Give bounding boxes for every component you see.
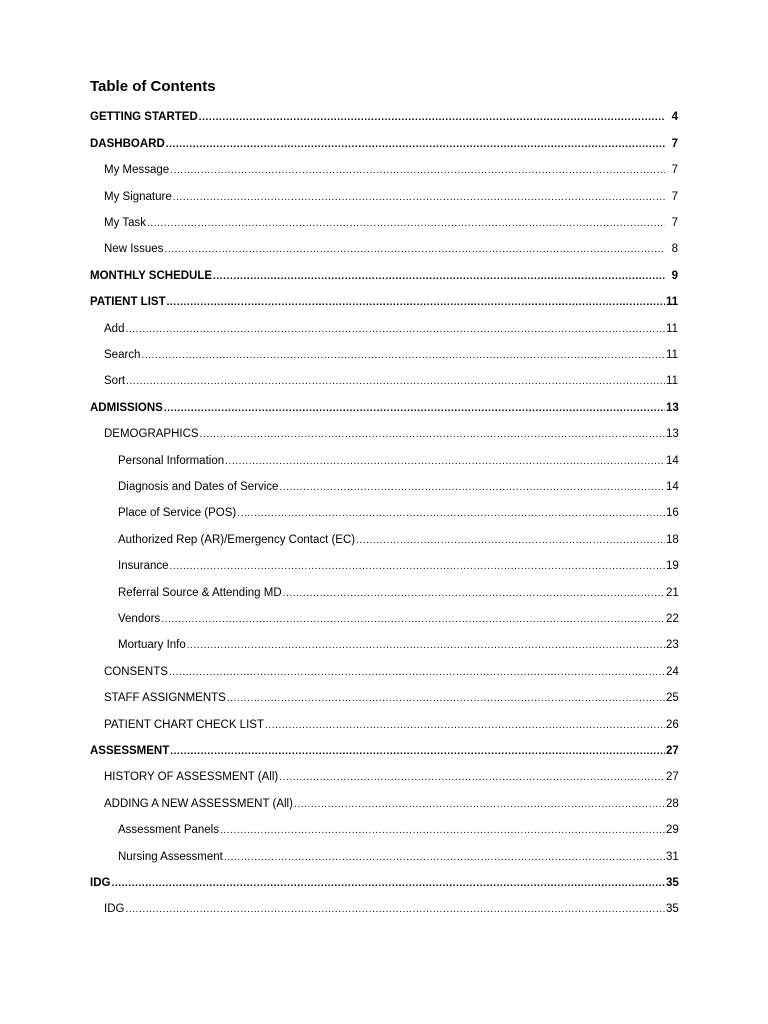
toc-page-number: 19 [666, 560, 679, 573]
toc-entry-label: PATIENT LIST [90, 296, 166, 309]
dot-leader [170, 745, 665, 758]
toc-entry-demographics[interactable] [0, 415, 768, 441]
dot-leader [164, 402, 665, 415]
dot-leader [225, 455, 665, 468]
toc-page-number: 14 [666, 454, 679, 467]
dot-leader [200, 428, 665, 441]
toc-entry-idg-section[interactable] [0, 864, 768, 890]
toc-page-number: 13 [666, 428, 679, 441]
toc-entry-diagnosis-dates[interactable] [0, 468, 768, 494]
toc-entry-label: Insurance [118, 560, 169, 573]
dot-leader [199, 111, 665, 124]
dot-leader [220, 824, 665, 837]
toc-entry-label: Referral Source & Attending MD [118, 586, 282, 599]
toc-entry-label: Diagnosis and Dates of Service [118, 480, 279, 493]
toc-entry-label: Add [104, 322, 125, 335]
toc-page-number: 35 [666, 903, 679, 916]
dot-leader [170, 560, 665, 573]
toc-page-number: 25 [666, 692, 679, 705]
toc-page-number: 28 [666, 797, 679, 810]
toc-entry-label: Vendors [118, 612, 161, 625]
dot-leader [164, 243, 665, 256]
toc-entry-label: PATIENT CHART CHECK LIST [104, 718, 264, 731]
toc-entry-label: ADDING A NEW ASSESSMENT (All) [104, 797, 293, 810]
toc-entry-search[interactable] [0, 336, 768, 362]
toc-page-number: 7 [671, 190, 678, 203]
toc-entry-label: MONTHLY SCHEDULE [90, 269, 213, 282]
toc-entry-sort[interactable] [0, 362, 768, 388]
dot-leader [147, 217, 665, 230]
dot-leader [161, 613, 665, 626]
toc-page-number: 31 [666, 850, 679, 863]
toc-page-number: 29 [666, 824, 679, 837]
dot-leader [126, 375, 665, 388]
toc-entry-my-message[interactable] [0, 151, 768, 177]
toc-entry-personal-information[interactable] [0, 441, 768, 467]
toc-entry-idg[interactable] [0, 890, 768, 916]
toc-page-number: 13 [666, 401, 679, 414]
toc-entry-getting-started[interactable] [0, 98, 768, 124]
dot-leader [356, 534, 665, 547]
dot-leader [279, 771, 665, 784]
toc-entry-label: IDG [104, 903, 125, 916]
toc-entry-history-of-assessment[interactable] [0, 758, 768, 784]
dot-leader [166, 138, 665, 151]
toc-entry-label: STAFF ASSIGNMENTS [104, 692, 226, 705]
toc-entry-label: IDG [90, 876, 111, 889]
toc-page-number: 22 [666, 612, 679, 625]
toc-entry-label: Sort [104, 375, 126, 388]
toc-page-number: 4 [671, 111, 678, 124]
toc-entry-new-issues[interactable] [0, 230, 768, 256]
dot-leader [224, 851, 665, 864]
toc-entry-staff-assignments[interactable] [0, 679, 768, 705]
toc-entry-mortuary-info[interactable] [0, 626, 768, 652]
toc-page-number: 7 [671, 164, 678, 177]
toc-page-number: 9 [671, 269, 678, 282]
toc-page-number: 11 [666, 322, 678, 335]
toc-page-number: 8 [671, 243, 678, 256]
toc-page-number: 24 [666, 665, 679, 678]
toc-page-number: 26 [666, 718, 679, 731]
toc-entry-label: Place of Service (POS) [118, 507, 237, 520]
toc-entry-label: Search [104, 348, 141, 361]
toc-entry-label: Nursing Assessment [118, 850, 223, 863]
toc-entry-adding-new-assessment[interactable] [0, 784, 768, 810]
dot-leader [173, 191, 665, 204]
dot-leader [170, 164, 665, 177]
toc-entry-patient-list[interactable] [0, 283, 768, 309]
toc-page-number: 35 [666, 876, 679, 889]
toc-page-number: 23 [666, 639, 679, 652]
toc-entry-authorized-rep[interactable] [0, 520, 768, 546]
toc-entry-insurance[interactable] [0, 547, 768, 573]
toc-entry-label: DASHBOARD [90, 137, 165, 150]
dot-leader [125, 323, 665, 336]
toc-page-number: 11 [666, 375, 678, 388]
toc-page-number: 16 [666, 507, 679, 520]
toc-entry-assessment[interactable] [0, 732, 768, 758]
dot-leader [141, 349, 665, 362]
toc-page-number: 7 [671, 137, 678, 150]
toc-entry-label: CONSENTS [104, 665, 168, 678]
toc-page-number: 14 [666, 480, 679, 493]
dot-leader [213, 270, 665, 283]
toc-entry-consents[interactable] [0, 652, 768, 678]
toc-entry-monthly-schedule[interactable] [0, 256, 768, 282]
dot-leader [167, 296, 665, 309]
dot-leader [279, 481, 665, 494]
dot-leader [294, 798, 665, 811]
toc-entry-referral-source[interactable] [0, 573, 768, 599]
toc-entry-vendors[interactable] [0, 600, 768, 626]
toc-entry-label: Mortuary Info [118, 639, 186, 652]
toc-page-number: 18 [666, 533, 679, 546]
toc-entry-my-task[interactable] [0, 204, 768, 230]
toc-page-number: 27 [666, 771, 679, 784]
toc-entry-label: My Message [104, 164, 170, 177]
dot-leader [227, 692, 665, 705]
toc-entry-label: Authorized Rep (AR)/Emergency Contact (EC) [118, 533, 356, 546]
toc-entry-assessment-panels[interactable] [0, 811, 768, 837]
dot-leader [125, 903, 665, 916]
toc-entry-label: Personal Information [118, 454, 225, 467]
toc-page-number: 21 [666, 586, 679, 599]
dot-leader [187, 639, 665, 652]
toc-entry-label: Assessment Panels [118, 824, 219, 837]
toc-entry-label: GETTING STARTED [90, 111, 198, 124]
toc-entry-label: New Issues [104, 243, 164, 256]
toc-page-number: 27 [666, 744, 679, 757]
toc-entry-label: DEMOGRAPHICS [104, 428, 199, 441]
toc-entry-patient-chart-check-list[interactable] [0, 705, 768, 731]
toc-entry-label: My Signature [104, 190, 172, 203]
toc-entry-place-of-service[interactable] [0, 494, 768, 520]
toc-entry-label: ADMISSIONS [90, 401, 163, 414]
toc-entry-label: ASSESSMENT [90, 744, 170, 757]
toc-entry-my-signature[interactable] [0, 177, 768, 203]
dot-leader [237, 507, 665, 520]
toc-entry-dashboard[interactable] [0, 124, 768, 150]
toc-page-number: 11 [666, 296, 679, 309]
toc-page-number: 7 [671, 216, 678, 229]
toc-entry-label: HISTORY OF ASSESSMENT (All) [104, 771, 279, 784]
toc-entry-nursing-assessment[interactable] [0, 837, 768, 863]
toc-page-number: 11 [666, 348, 678, 361]
dot-leader [169, 666, 665, 679]
dot-leader [111, 877, 665, 890]
toc-entry-label: My Task [104, 216, 146, 229]
dot-leader [283, 587, 665, 600]
toc-title: Table of Contents [90, 78, 216, 95]
toc-entry-add[interactable] [0, 309, 768, 335]
toc-entry-admissions[interactable] [0, 388, 768, 414]
dot-leader [265, 719, 665, 732]
